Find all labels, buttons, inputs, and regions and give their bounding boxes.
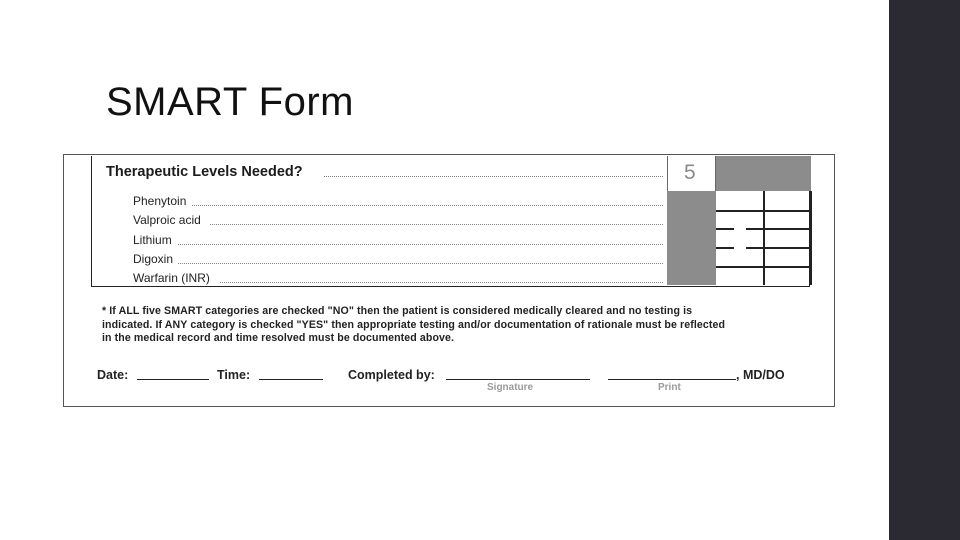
section-number-cell (667, 156, 716, 191)
signature-caption: Signature (487, 382, 534, 393)
print-caption: Print (658, 382, 681, 393)
grid-line (764, 247, 811, 249)
note-line: indicated. If ANY category is checked "YES" then appropriate testing and/or documentation of rationale must be reflected (102, 318, 726, 331)
item-lithium: Lithium (133, 233, 172, 247)
grid-line (810, 191, 812, 285)
yes-no-checkbox-grid (716, 191, 811, 285)
grid-line (764, 228, 811, 230)
shaded-header-cell (716, 156, 811, 191)
md-do-suffix: , MD/DO (736, 368, 785, 382)
time-field (259, 379, 323, 380)
question-label: Therapeutic Levels Needed? (106, 164, 303, 180)
note-line: in the medical record and time resolved must be documented above. (102, 332, 455, 344)
therapeutic-levels-table (91, 156, 810, 287)
time-label: Time: (217, 368, 251, 382)
slide-title: SMART Form (106, 80, 354, 124)
grid-line (716, 210, 811, 212)
grid-line (716, 266, 811, 268)
dotted-leader (324, 176, 663, 177)
item-phenytoin: Phenytoin (133, 194, 187, 208)
dotted-leader (220, 282, 663, 283)
dotted-leader (192, 205, 663, 206)
dotted-leader (178, 244, 663, 245)
completed-by-label: Completed by: (348, 368, 435, 382)
item-warfarin-inr: Warfarin (INR) (133, 271, 210, 285)
section-number: 5 (684, 161, 696, 184)
grid-line (746, 247, 764, 249)
item-valproic-acid: Valproic acid (133, 213, 201, 227)
note-line: * If ALL five SMART categories are checked "NO" then the patient is considered medically cleared and no testing is (102, 305, 693, 317)
date-label: Date: (97, 368, 129, 382)
print-name-field (608, 379, 736, 380)
instructions-note (102, 305, 802, 346)
dotted-leader (178, 263, 663, 264)
shaded-cell (667, 191, 716, 285)
smart-form-image (63, 154, 835, 407)
side-accent-bar (889, 0, 960, 540)
grid-line (716, 228, 734, 230)
dotted-leader (210, 224, 663, 225)
grid-line (746, 228, 764, 230)
item-digoxin: Digoxin (133, 252, 174, 266)
signature-field (446, 379, 590, 380)
date-field (137, 379, 209, 380)
grid-line (716, 247, 734, 249)
grid-line (763, 191, 765, 285)
